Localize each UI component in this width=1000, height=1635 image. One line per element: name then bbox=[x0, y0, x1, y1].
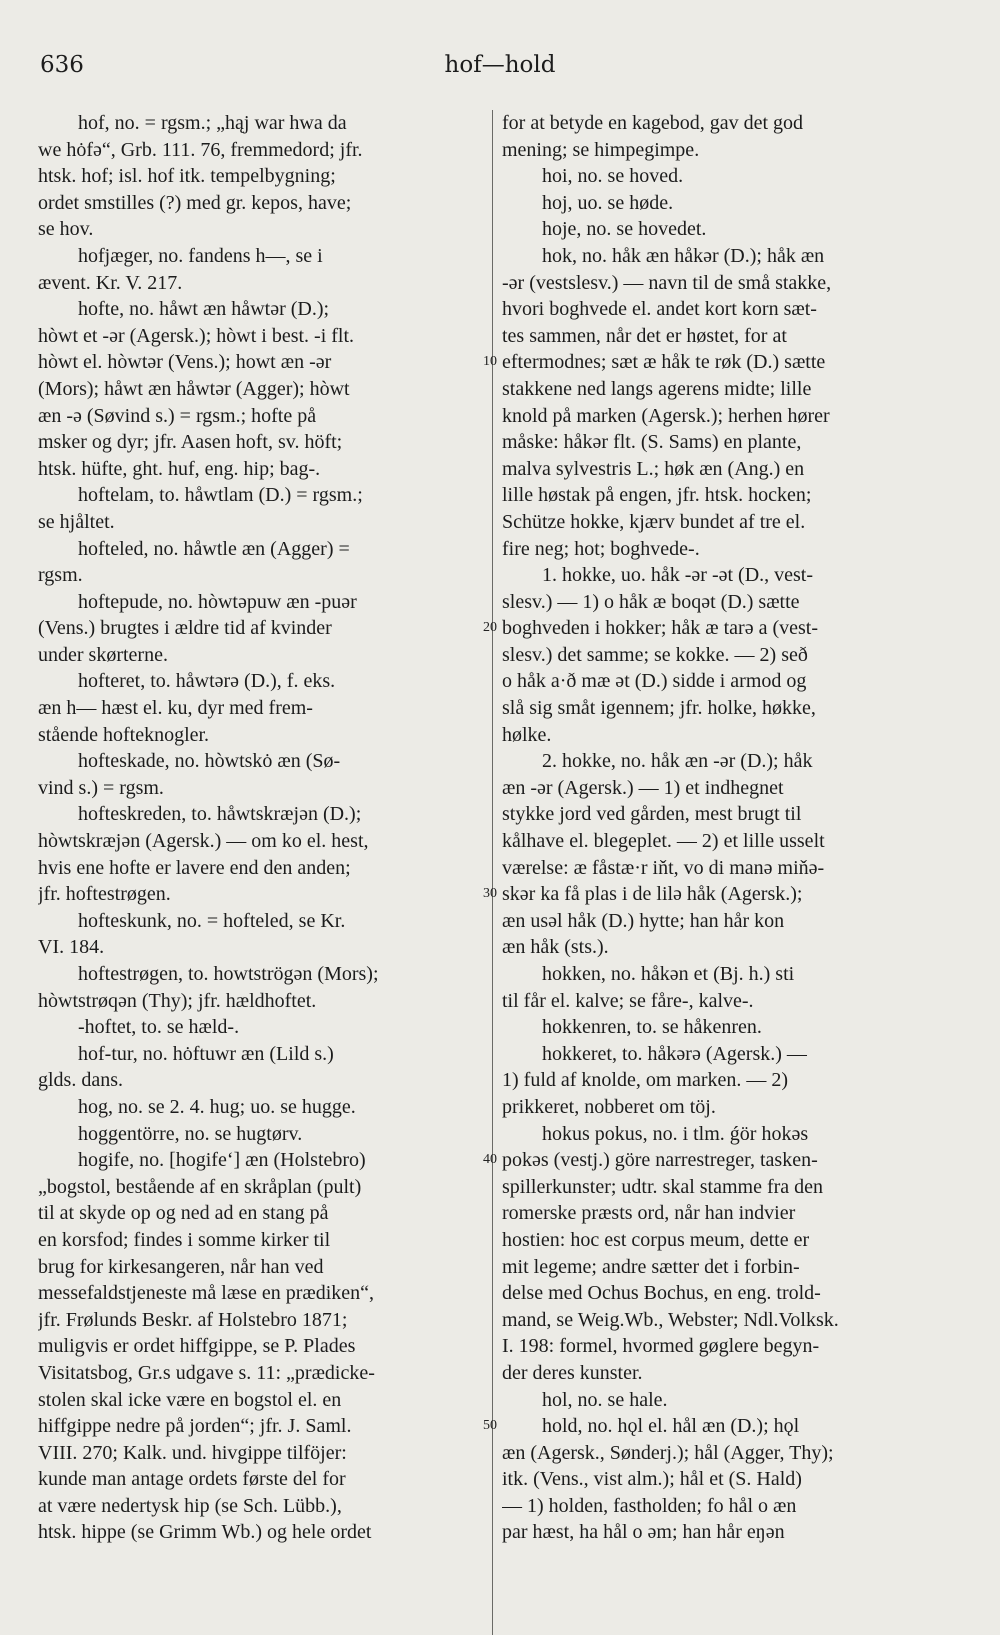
text-line: æn usəl håk (D.) hytte; han hår kon bbox=[502, 909, 785, 932]
text-line: der deres kunster. bbox=[502, 1361, 643, 1384]
text-line: hold, no. hǫl el. hål æn (D.); hǫl bbox=[542, 1415, 800, 1438]
right-column bbox=[502, 110, 946, 1546]
text-line: hoj, uo. se høde. bbox=[542, 191, 674, 214]
text-line: tes sammen, når det er høstet, for at bbox=[502, 324, 787, 347]
text-line: 1. hokke, uo. håk -ər -ət (D., vest- bbox=[542, 564, 814, 587]
line-number: 40 bbox=[483, 1152, 497, 1168]
text-line: itk. (Vens., vist alm.); hål et (S. Hald) bbox=[502, 1468, 802, 1491]
text-line: jfr. hoftestrøgen. bbox=[38, 883, 171, 906]
text-line: hvis ene hofte er lavere end den anden; bbox=[38, 856, 351, 879]
text-line: ordet smstilles (?) med gr. kepos, have; bbox=[38, 191, 352, 214]
text-line: boghveden i hokker; håk æ tarə a (vest- bbox=[502, 617, 819, 640]
text-line: hofteled, no. håwtle æn (Agger) = bbox=[78, 537, 350, 560]
text-line: hòwt et -ər (Agersk.); hòwt i best. -i flt. bbox=[38, 324, 355, 347]
text-line: mand, se Weig.Wb., Webster; Ndl.Volksk. bbox=[502, 1308, 839, 1331]
text-line: -hoftet, to. se hæld-. bbox=[78, 1016, 240, 1039]
page-number: 636 bbox=[40, 52, 84, 78]
text-line: vind s.) = rgsm. bbox=[38, 776, 164, 799]
text-line: hofteskunk, no. = hofteled, se Kr. bbox=[78, 909, 346, 932]
text-line: jfr. Frølunds Beskr. af Holstebro 1871; bbox=[38, 1308, 348, 1331]
text-line: stakkene ned langs agerens midte; lille bbox=[502, 377, 812, 400]
text-line: delse med Ochus Bochus, en eng. trold- bbox=[502, 1282, 821, 1305]
text-line: (Mors); håwt æn håwtər (Agger); hòwt bbox=[38, 377, 350, 400]
text-line: hogife, no. [hogife‘] æn (Holstebro) bbox=[78, 1149, 366, 1172]
text-line: hofteskreden, to. håwtskræjən (D.); bbox=[78, 803, 362, 826]
text-line: til får el. kalve; se fåre-, kalve-. bbox=[502, 989, 754, 1012]
text-line: hokus pokus, no. i tlm. ǵör hokəs bbox=[542, 1122, 809, 1145]
text-line: hofteskade, no. hòwtskȯ æn (Sø- bbox=[78, 750, 341, 773]
line-number: 10 bbox=[483, 354, 497, 370]
text-line: stykke jord ved gården, mest brugt til bbox=[502, 803, 802, 826]
text-line: hoje, no. se hovedet. bbox=[542, 218, 707, 241]
text-line: Visitatsbog, Gr.s udgave s. 11: „prædicke- bbox=[38, 1361, 375, 1384]
column-divider bbox=[492, 110, 493, 1635]
text-line: hostien: hoc est corpus meum, dette er bbox=[502, 1228, 810, 1251]
text-line: brug for kirkesangeren, når han ved bbox=[38, 1255, 324, 1278]
text-line: fire neg; hot; boghvede-. bbox=[502, 537, 700, 560]
text-line: hofte, no. håwt æn håwtər (D.); bbox=[78, 298, 330, 321]
text-line: hiffgippe nedre på jorden“; jfr. J. Saml. bbox=[38, 1415, 352, 1438]
text-line: ævent. Kr. V. 217. bbox=[38, 271, 183, 294]
text-line: at være nedertysk hip (se Sch. Lübb.), bbox=[38, 1494, 342, 1517]
text-line: malva sylvestris L.; høk æn (Ang.) en bbox=[502, 457, 805, 480]
text-line: hokken, no. håkən et (Bj. h.) sti bbox=[542, 963, 795, 985]
text-line: par hæst, ha hål o əm; han hår eŋən bbox=[502, 1521, 785, 1544]
text-line: mening; se himpegimpe. bbox=[502, 138, 700, 161]
text-line: kunde man antage ordets første del for bbox=[38, 1468, 346, 1491]
text-line: we hȯfə“, Grb. 111. 76, fremmedord; jfr. bbox=[38, 138, 363, 161]
text-line: æn -ər (Agersk.) — 1) et indhegnet bbox=[502, 776, 784, 799]
text-line: hofteret, to. håwtərə (D.), f. eks. bbox=[78, 670, 336, 693]
text-line: hoftepude, no. hòwtəpuw æn -puər bbox=[78, 590, 357, 613]
text-line: msker og dyr; jfr. Aasen hoft, sv. höft; bbox=[38, 431, 343, 454]
text-line: for at betyde en kagebod, gav det god bbox=[502, 112, 804, 134]
line-number: 50 bbox=[483, 1418, 497, 1434]
text-line: hvori boghvede el. andet kort korn sæt- bbox=[502, 298, 817, 321]
text-line: æn h— hæst el. ku, dyr med frem- bbox=[38, 697, 313, 720]
text-line: knold på marken (Agersk.); herhen hører bbox=[502, 404, 830, 427]
line-number: 30 bbox=[483, 886, 497, 902]
text-line: (Vens.) brugtes i ældre tid af kvinder bbox=[38, 617, 332, 640]
text-line: måske: håkər flt. (S. Sams) en plante, bbox=[502, 431, 802, 454]
text-line: I. 198: formel, hvormed gøglere begyn- bbox=[502, 1335, 820, 1358]
text-line: hof, no. = rgsm.; „hąj war hwa da bbox=[78, 112, 347, 134]
text-line: pokəs (vestj.) göre narrestreger, tasken- bbox=[502, 1149, 818, 1172]
text-line: messefaldstjeneste må læse en prædiken“, bbox=[38, 1282, 375, 1305]
text-line: skər ka få plas i de lilə håk (Agersk.); bbox=[502, 883, 803, 906]
line-number: 20 bbox=[483, 620, 497, 636]
text-line: spillerkunster; udtr. skal stamme fra den bbox=[502, 1175, 824, 1198]
text-line: hølke. bbox=[502, 723, 552, 746]
text-line: 1) fuld af knolde, om marken. — 2) bbox=[502, 1069, 789, 1092]
running-head: hof—hold bbox=[444, 52, 556, 78]
text-line: „bogstol, bestående af en skråplan (pult) bbox=[38, 1175, 362, 1198]
text-line: htsk. hippe (se Grimm Wb.) og hele ordet bbox=[38, 1521, 372, 1544]
text-line: værelse: æ fåstæ·r iňt, vo di manə miňə- bbox=[502, 856, 825, 879]
text-line: -ər (vestslesv.) — navn til de små stakke, bbox=[502, 271, 832, 294]
text-line: slå sig småt igennem; jfr. holke, høkke, bbox=[502, 697, 816, 720]
text-line: se hov. bbox=[38, 218, 94, 241]
text-line: rgsm. bbox=[38, 564, 83, 587]
text-line: hòwtstrøqən (Thy); jfr. hældhoftet. bbox=[38, 989, 317, 1012]
text-line: hòwtskræjən (Agersk.) — om ko el. hest, bbox=[38, 830, 369, 853]
text-line: eftermodnes; sæt æ håk te røk (D.) sætte bbox=[502, 351, 826, 374]
text-line: hofjæger, no. fandens h—, se i bbox=[78, 244, 323, 267]
text-line: hol, no. se hale. bbox=[542, 1388, 668, 1411]
text-line: til at skyde op og ned ad en stang på bbox=[38, 1202, 329, 1225]
text-line: VI. 184. bbox=[38, 936, 105, 959]
text-line: stående hofteknogler. bbox=[38, 723, 210, 746]
text-line: Schütze hokke, kjærv bundet af tre el. bbox=[502, 510, 806, 533]
text-line: se hjåltet. bbox=[38, 510, 115, 533]
text-line: æn (Agersk., Sønderj.); hål (Agger, Thy); bbox=[502, 1441, 834, 1464]
left-column bbox=[38, 110, 482, 1546]
text-line: lille høstak på engen, jfr. htsk. hocken; bbox=[502, 484, 812, 507]
text-line: hof-tur, no. hȯftuwr æn (Lild s.) bbox=[78, 1042, 334, 1065]
text-line: kålhave el. blegeplet. — 2) et lille usselt bbox=[502, 830, 825, 853]
text-line: slesv.) det samme; se kokke. — 2) seð bbox=[502, 643, 808, 666]
text-line: o håk a·ð mæ ət (D.) sidde i armod og bbox=[502, 670, 807, 693]
text-line: hok, no. håk æn håkər (D.); håk æn bbox=[542, 244, 825, 267]
text-line: prikkeret, nobberet om töj. bbox=[502, 1095, 716, 1118]
text-line: hoftelam, to. håwtlam (D.) = rgsm.; bbox=[78, 484, 363, 507]
text-line: 2. hokke, no. håk æn -ər (D.); håk bbox=[542, 750, 813, 773]
text-line: hoi, no. se hoved. bbox=[542, 165, 684, 188]
text-line: æn håk (sts.). bbox=[502, 936, 609, 959]
text-line: romerske præsts ord, når han indvier bbox=[502, 1202, 796, 1225]
text-line: en korsfod; findes i somme kirker til bbox=[38, 1228, 331, 1251]
text-line: htsk. hüfte, ght. huf, eng. hip; bag-. bbox=[38, 457, 321, 480]
text-line: hokkeret, to. håkərə (Agersk.) — bbox=[542, 1042, 807, 1065]
text-line: htsk. hof; isl. hof itk. tempelbygning; bbox=[38, 165, 336, 188]
text-line: hoggentörre, no. se hugtørv. bbox=[78, 1122, 303, 1145]
text-line: hog, no. se 2. 4. hug; uo. se hugge. bbox=[78, 1095, 356, 1118]
text-line: mit legeme; andre sætter det i forbin- bbox=[502, 1255, 800, 1278]
text-line: — 1) holden, fastholden; fo hål o æn bbox=[502, 1494, 797, 1517]
text-line: æn -ə (Søvind s.) = rgsm.; hofte på bbox=[38, 404, 317, 427]
text-line: hòwt el. hòwtər (Vens.); howt æn -ər bbox=[38, 351, 332, 374]
text-line: under skørterne. bbox=[38, 643, 168, 666]
text-line: glds. dans. bbox=[38, 1069, 123, 1092]
text-line: stolen skal icke være en bogstol el. en bbox=[38, 1388, 342, 1411]
text-line: hokkenren, to. se håkenren. bbox=[542, 1016, 762, 1039]
text-line: hoftestrøgen, to. howtströgən (Mors); bbox=[78, 963, 379, 985]
text-line: slesv.) — 1) o håk æ boqət (D.) sætte bbox=[502, 590, 800, 613]
page-header bbox=[0, 52, 1000, 88]
text-line: VIII. 270; Kalk. und. hivgippe tilföjer: bbox=[38, 1441, 347, 1464]
text-line: muligvis er ordet hiffgippe, se P. Plades bbox=[38, 1335, 356, 1358]
